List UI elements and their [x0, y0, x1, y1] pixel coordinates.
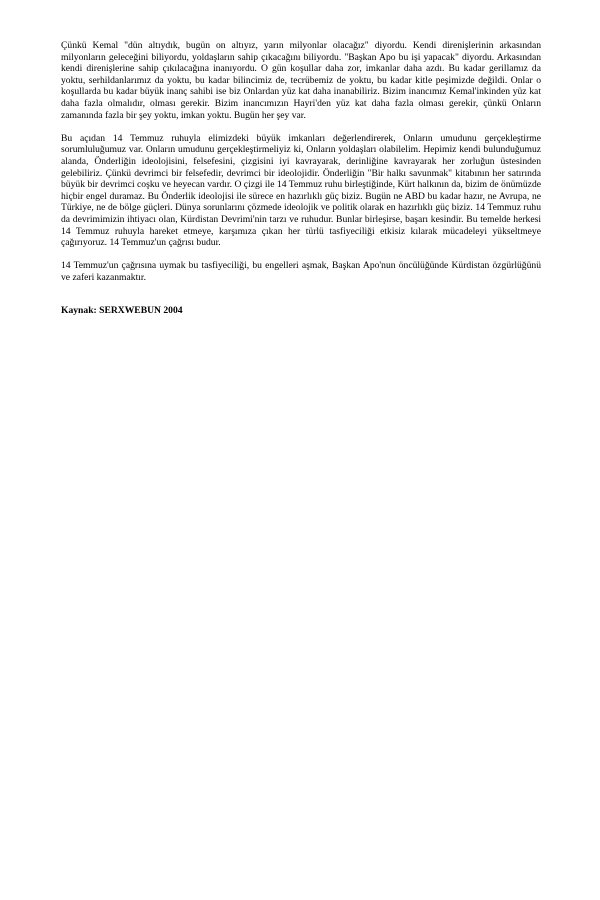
paragraph-14-temmuz-ruhu: Bu açıdan 14 Temmuz ruhuyla elimizdeki büyük imkanları değerlendirerek, Onların umudunu gerçekleştirme sorumluluğumuz var. Onların umudunu gerçekleştirmeliyiz ki, Onların yoldaşları olabilelim. Hepimiz kendi bulunduğumuz alanda, Önderliğin ideolojisini, felsefesini, çizgisini iyi kavrayarak, derinliğine kavrayarak her zorluğun üstesinden gelebiliriz. Çünkü devrimci bir felsefedir, devrimci bir ideolojidir. Önderliğin "Bir halkı savunmak" kitabının her satırında büyük bir devrimci coşku ve heyecan vardır. O çizgi ile 14 Temmuz ruhu birleştiğinde, Kürt halkının da, bizim de önümüzde hiçbir engel duramaz. Bu Önderlik ideolojisi ile sürece en hazırlıklı güç biziz. Bugün ne ABD bu kadar hazır, ne Avrupa, ne Türkiye, ne de bölge güçleri. Dünya sorunlarını çözmede ideolojik ve politik olarak en hazırlıklı güç biziz. 14 Temmuz ruhu da devrimimizin ihtiyacı olan, Kürdistan Devrimi'nin tarzı ve ruhudur. Bunlar birleşirse, başarı kesindir. Bu temelde herkesi 14 Temmuz ruhuyla hareket etmeye, karşımıza çıkan her türlü tasfiyeciliği etkisiz kılarak mücadeleyi yükseltmeye çağırıyoruz. 14 Temmuz'un çağrısı budur. [61, 132, 541, 249]
paragraph-kemal-inanc: Çünkü Kemal "dün altıydık, bugün on altıyız, yarın milyonlar olacağız" diyordu. Kendi direnişlerinin arkasından milyonların geleceğini biliyordu, yoldaşların sahip çıkacağını biliyordu. "Başkan Apo bu işi yapacak" diyordu. Arkasından kendi direnişlerine sahip çıkılacağına inanıyordu. O gün koşullar daha zor, imkanlar daha azdı. Bu kadar gerillamız da yoktu, serhildanlarımız da yoktu, bu kadar bilincimiz de, tecrübemiz de yoktu, bu kadar kitle peşimizde değildi. Onlar o koşullarda bu kadar büyük inanç sahibi ise biz Onlardan yüz kat daha inanabiliriz. Bizim inancımız Kemal'inkinden yüz kat daha fazla olmalıdır, olması gerekir. Bizim inancımızın Hayri'den yüz kat daha fazla olması gerekir, çünkü Onların zamanında fazla bir şey yoktu, imkan yoktu. Bugün her şey var. [61, 40, 541, 121]
source-line: Kaynak: SERXWEBUN 2004 [61, 305, 183, 317]
paragraph-14-temmuz-cagri: 14 Temmuz'un çağrısına uymak bu tasfiyeciliği, bu engelleri aşmak, Başkan Apo'nun öncülüğünde Kürdistan özgürlüğünü ve zaferi kazanmaktır. [61, 260, 541, 283]
document-body [61, 40, 541, 317]
